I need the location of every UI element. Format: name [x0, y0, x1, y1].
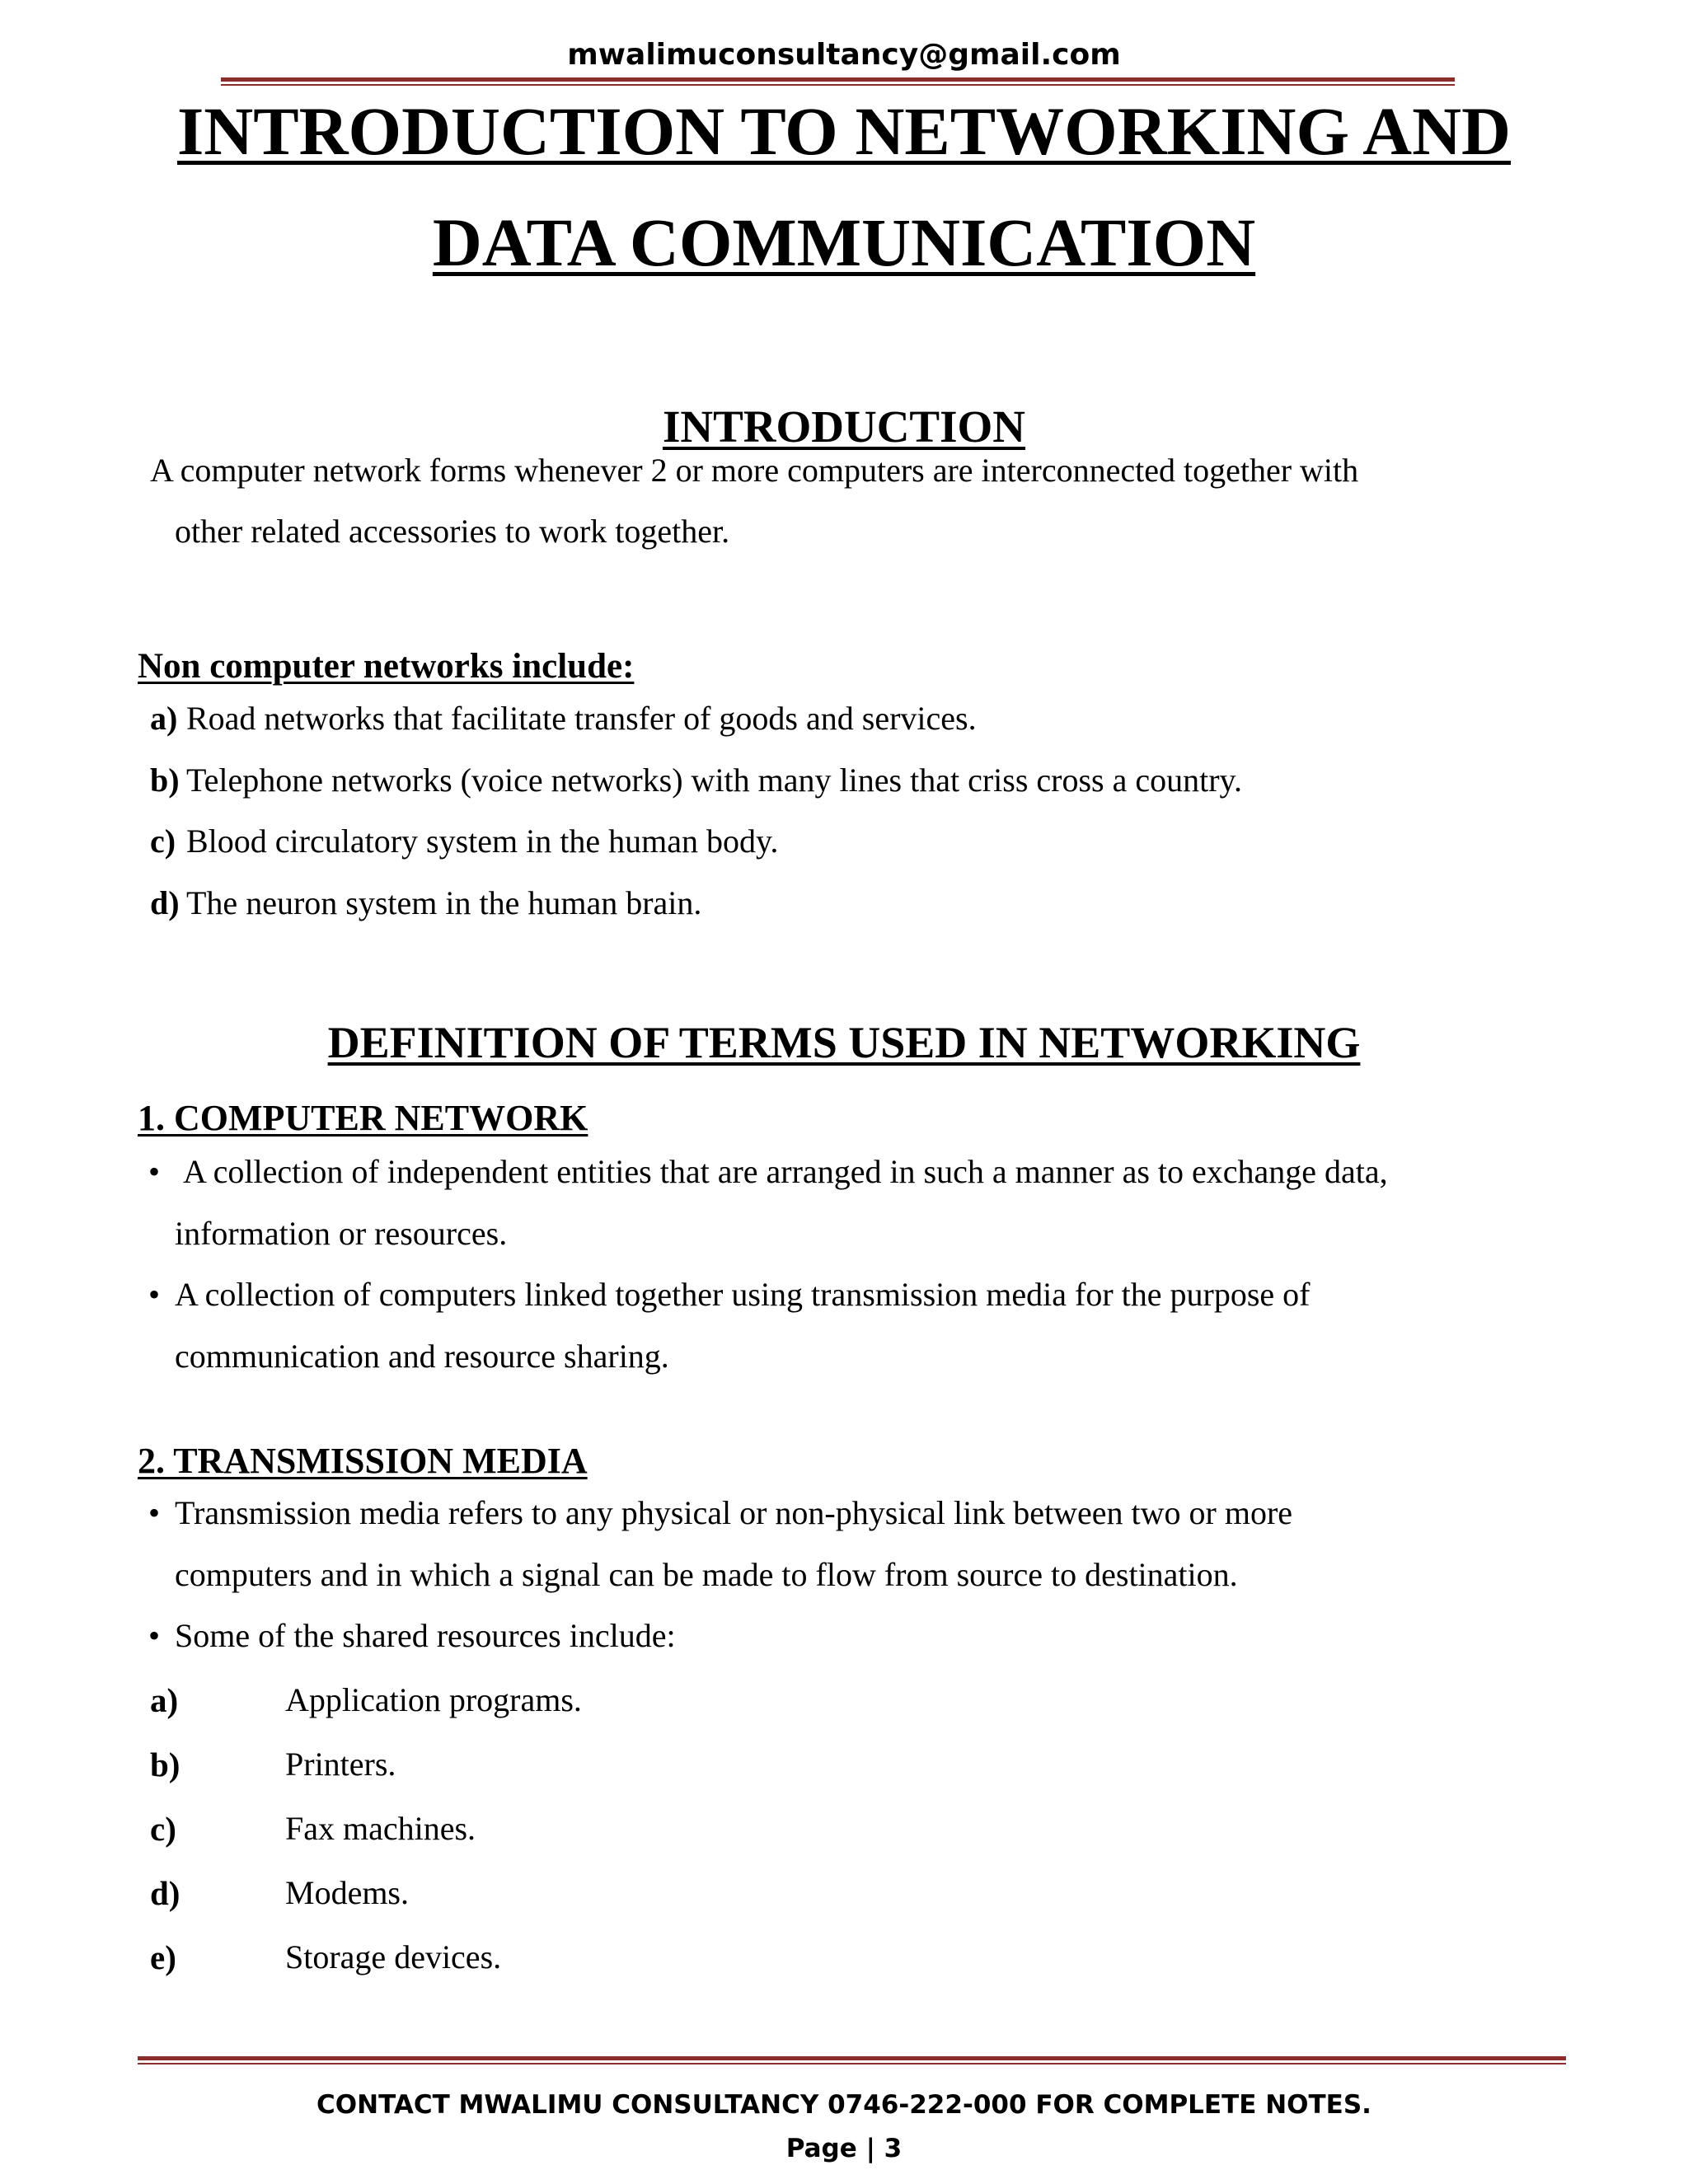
bullet-icon: • [148, 1617, 161, 1654]
footer-rule-thin [138, 2063, 1566, 2064]
footer-contact: CONTACT MWALIMU CONSULTANCY 0746-222-000 FOR COMPLETE NOTES. [316, 2090, 1372, 2120]
computer-network-bullet-2-line-2: communication and resource sharing. [175, 1338, 669, 1375]
bullet-icon: • [148, 1494, 161, 1531]
non-computer-item-a: Road networks that facilitate transfer of goods and services. [186, 700, 977, 737]
title-line-1: INTRODUCTION TO NETWORKING AND [176, 93, 1511, 169]
definitions-heading: DEFINITION OF TERMS USED IN NETWORKING [327, 1018, 1361, 1067]
resource-item-d: Modems. [285, 1874, 409, 1911]
header-rule [221, 77, 1455, 82]
resource-marker-c: c) [150, 1810, 176, 1848]
computer-network-bullet-1-line-2: information or resources. [175, 1215, 508, 1252]
resource-item-c: Fax machines. [285, 1810, 476, 1847]
footer-rule [138, 2056, 1566, 2060]
resource-item-e: Storage devices. [285, 1938, 502, 1975]
intro-paragraph-line-2: other related accessories to work together. [175, 513, 730, 550]
header-rule-thin [221, 84, 1455, 86]
transmission-media-bullet-1-line-2: computers and in which a signal can be made to flow from source to destination. [175, 1556, 1238, 1593]
non-computer-marker-d: d) [150, 884, 180, 921]
resource-marker-d: d) [150, 1874, 181, 1912]
transmission-media-bullet-2: Some of the shared resources include: [175, 1617, 676, 1654]
non-computer-marker-c: c) [150, 823, 176, 860]
non-computer-heading: Non computer networks include: [138, 647, 635, 686]
title-line-2: DATA COMMUNICATION [432, 204, 1256, 280]
bullet-icon: • [148, 1153, 161, 1190]
non-computer-marker-a: a) [150, 700, 178, 737]
transmission-media-bullet-1-line-1: Transmission media refers to any physical or non-physical link between two or more [175, 1494, 1293, 1531]
bullet-icon: • [148, 1276, 161, 1313]
resource-marker-e: e) [150, 1938, 176, 1976]
resource-item-a: Application programs. [285, 1681, 582, 1718]
resource-marker-b: b) [150, 1746, 181, 1783]
transmission-media-heading: 2. TRANSMISSION MEDIA [138, 1441, 588, 1481]
non-computer-marker-b: b) [150, 762, 180, 799]
page-number: Page | 3 [785, 2134, 903, 2163]
computer-network-bullet-1-line-1: A collection of independent entities that are arranged in such a manner as to exchange data, [183, 1153, 1388, 1190]
resource-item-b: Printers. [285, 1746, 396, 1783]
computer-network-heading: 1. COMPUTER NETWORK [138, 1098, 588, 1138]
header-email: mwalimuconsultancy@gmail.com [567, 38, 1121, 72]
non-computer-item-d: The neuron system in the human brain. [186, 884, 702, 921]
non-computer-item-c: Blood circulatory system in the human body. [186, 823, 779, 860]
intro-paragraph-line-1: A computer network forms whenever 2 or more computers are interconnected together with [150, 452, 1359, 489]
non-computer-item-b: Telephone networks (voice networks) with many lines that criss cross a country. [186, 762, 1242, 799]
computer-network-bullet-2-line-1: A collection of computers linked together using transmission media for the purpose of [175, 1276, 1311, 1313]
resource-marker-a: a) [150, 1681, 179, 1719]
introduction-heading: INTRODUCTION [662, 401, 1026, 452]
